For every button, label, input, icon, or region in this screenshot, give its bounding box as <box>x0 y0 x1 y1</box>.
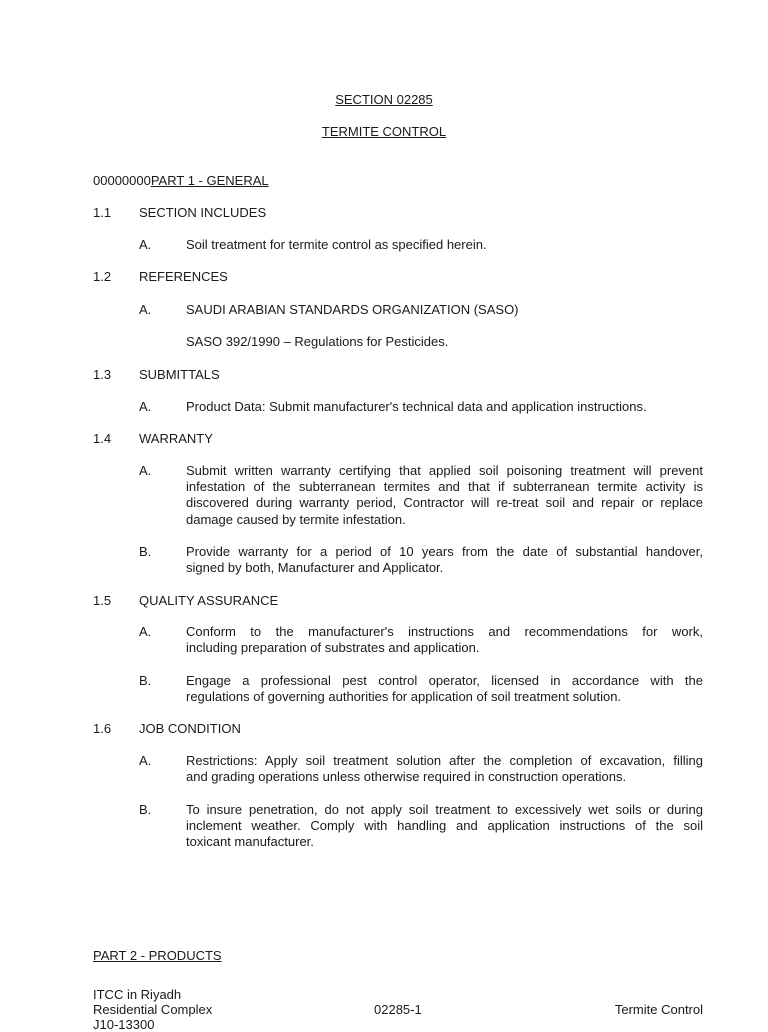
item-1-4-a-letter: A. <box>139 463 152 478</box>
paragraph-line: Conform to the manufacturer's instructions and recommendations for work, <box>186 624 703 639</box>
section-title: TERMITE CONTROL <box>321 124 447 139</box>
item-1-2-a-text: SAUDI ARABIAN STANDARDS ORGANIZATION (SASO) <box>186 302 519 317</box>
paragraph-line: including preparation of substrates and application. <box>186 640 480 656</box>
item-1-6-a-letter: A. <box>139 753 152 768</box>
item-1-4-b-paragraph <box>186 544 703 576</box>
item-1-5-b-letter: B. <box>139 673 152 688</box>
paragraph-line: damage caused by termite infestation. <box>186 511 406 527</box>
article-1-1-number: 1.1 <box>93 205 112 220</box>
article-1-4-number: 1.4 <box>93 431 112 446</box>
item-1-6-a-paragraph <box>186 753 703 785</box>
item-1-4-b-letter: B. <box>139 544 152 559</box>
paragraph-line: Provide warranty for a period of 10 years from the date of substantial handover, <box>186 544 703 559</box>
item-1-6-b-paragraph <box>186 802 703 851</box>
paragraph-line: To insure penetration, do not apply soil treatment to excessively wet soils or during <box>186 802 703 817</box>
item-1-1-a-letter: A. <box>139 237 152 252</box>
paragraph-line: toxicant manufacturer. <box>186 834 314 850</box>
article-1-1-title: SECTION INCLUDES <box>139 205 267 220</box>
paragraph-line: Submit written warranty certifying that applied soil poisoning treatment will prevent <box>186 463 703 478</box>
paragraph-line: infestation of the subterranean termites and that if subterranean termite activity is <box>186 479 703 495</box>
footer-section-name: Termite Control <box>614 1002 703 1017</box>
article-1-2-number: 1.2 <box>93 269 112 284</box>
item-1-1-a-text: Soil treatment for termite control as specified herein. <box>186 237 487 252</box>
paragraph-line: discovered during warranty period, Contractor will re-treat soil and repair or replace <box>186 495 703 511</box>
item-1-6-b-letter: B. <box>139 802 152 817</box>
paragraph-line: signed by both, Manufacturer and Applicator. <box>186 560 444 576</box>
article-1-6-title: JOB CONDITION <box>139 721 241 736</box>
footer-left-line-1: ITCC in Riyadh <box>93 987 182 1002</box>
paragraph-line: inclement weather. Comply with handling and application instructions of the soil <box>186 818 703 834</box>
article-1-3-number: 1.3 <box>93 367 112 382</box>
item-1-2-a-subtext: SASO 392/1990 – Regulations for Pesticides. <box>186 334 449 349</box>
paragraph-line: and grading operations unless otherwise required in construction operations. <box>186 769 627 785</box>
article-1-3-title: SUBMITTALS <box>139 367 220 382</box>
article-1-5-number: 1.5 <box>93 593 112 608</box>
article-1-4-title: WARRANTY <box>139 431 213 446</box>
paragraph-line: Restrictions: Apply soil treatment solution after the completion of excavation, filling <box>186 753 703 768</box>
item-1-3-a-text: Product Data: Submit manufacturer's technical data and application instructions. <box>186 399 647 414</box>
part1-heading: PART 1 - GENERAL <box>150 173 269 188</box>
part2-heading: PART 2 - PRODUCTS <box>93 948 222 963</box>
part1-prefix: 00000000 <box>93 173 151 188</box>
section-number: SECTION 02285 <box>335 92 433 107</box>
item-1-5-a-paragraph <box>186 624 703 656</box>
article-1-5-title: QUALITY ASSURANCE <box>139 593 279 608</box>
item-1-5-b-paragraph <box>186 673 703 705</box>
paragraph-line: regulations of governing authorities for application of soil treatment solution. <box>186 689 622 705</box>
footer-left-line-2: Residential Complex <box>93 1002 213 1017</box>
part1-heading-line <box>93 173 269 189</box>
item-1-3-a-letter: A. <box>139 399 152 414</box>
article-1-2-title: REFERENCES <box>139 269 228 284</box>
footer-page-number: 02285-1 <box>374 1002 422 1017</box>
footer-left-line-3: J10-13300 <box>93 1017 155 1032</box>
item-1-2-a-letter: A. <box>139 302 152 317</box>
item-1-4-a-paragraph <box>186 463 703 528</box>
article-1-6-number: 1.6 <box>93 721 112 736</box>
paragraph-line: Engage a professional pest control operator, licensed in accordance with the <box>186 673 703 688</box>
item-1-5-a-letter: A. <box>139 624 152 639</box>
